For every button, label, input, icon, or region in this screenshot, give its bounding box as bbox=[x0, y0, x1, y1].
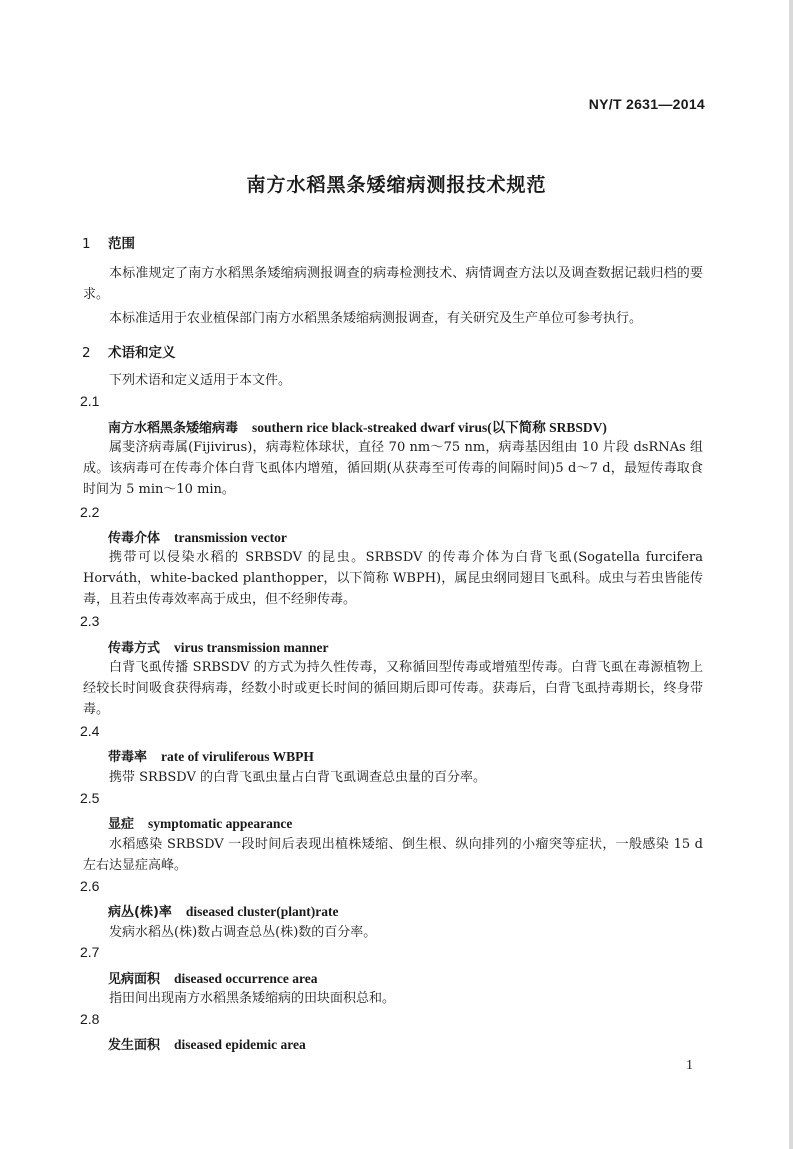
term-heading bbox=[108, 637, 329, 656]
section-heading-terms bbox=[82, 341, 176, 361]
term-zh: 见病面积 bbox=[108, 972, 161, 987]
clause-number: 2.1 bbox=[80, 393, 100, 409]
term-definition: 携带 SRBSDV 的白背飞虱虫量占白背飞虱调查总虫量的百分率。 bbox=[109, 770, 487, 785]
standard-number: NY/T 2631—2014 bbox=[588, 96, 705, 112]
term-heading bbox=[108, 416, 607, 436]
clause-number: 2.2 bbox=[80, 504, 100, 520]
term-en: diseased epidemic area bbox=[174, 1037, 306, 1052]
term-heading bbox=[108, 527, 287, 546]
term-zh: 病丛(株)率 bbox=[108, 905, 172, 920]
term-definition: 水稻感染 SRBSDV 一段时间后表现出植株矮缩、倒生根、纵向排列的小瘤突等症状，一般感染 15 d 左右达显症高峰。 bbox=[83, 837, 703, 873]
clause-number: 2.5 bbox=[80, 790, 100, 806]
term-definition: 指田间出现南方水稻黑条矮缩病的田块面积总和。 bbox=[109, 991, 396, 1006]
term-definition: 属斐济病毒属(Fijivirus)，病毒粒体球状，直径 70 nm～75 nm，病毒基因组由 10 片段 dsRNAs 组成。该病毒可在传毒介体白背飞虱体内增殖，循回期(从获毒至可传毒的间隔时间)5 d～7 d，最短传毒取食时间为 5 min～10 min。 bbox=[83, 440, 703, 497]
term-en: diseased cluster(plant)rate bbox=[185, 904, 339, 919]
term-definition: 携带可以侵染水稻的 SRBSDV 的昆虫。SRBSDV 的传毒介体为白背飞虱(Sogatella furcifera Horváth，white-backed planthopper，以下简称 WBPH)，属昆虫纲同翅目飞虱科。成虫与若虫皆能传毒，且若虫传毒效率高于成虫，但不经卵传毒。 bbox=[83, 550, 703, 607]
document-title: 南方水稻黑条矮缩病测报技术规范 bbox=[246, 174, 547, 196]
clause-number: 2.3 bbox=[80, 613, 100, 629]
term-zh: 显症 bbox=[108, 817, 135, 832]
term-en: diseased occurrence area bbox=[174, 971, 318, 986]
section-heading-scope bbox=[82, 232, 135, 252]
term-en: rate of viruliferous WBPH bbox=[161, 749, 314, 764]
clause-number: 2.8 bbox=[80, 1011, 100, 1027]
scope-paragraph-2: 本标准适用于农业植保部门南方水稻黑条矮缩病测报调查，有关研究及生产单位可参考执行。 bbox=[109, 311, 643, 326]
term-heading bbox=[108, 968, 317, 987]
clause-number: 2.6 bbox=[80, 878, 100, 894]
term-definition: 发病水稻丛(株)数占调查总丛(株)数的百分率。 bbox=[109, 925, 377, 940]
term-zh: 传毒方式 bbox=[108, 641, 161, 656]
section-title: 术语和定义 bbox=[108, 345, 176, 361]
page-number: 1 bbox=[686, 1058, 693, 1073]
term-heading bbox=[108, 746, 314, 765]
term-zh: 传毒介体 bbox=[108, 531, 161, 546]
section-title: 范围 bbox=[108, 236, 135, 252]
scope-paragraph-1: 本标准规定了南方水稻黑条矮缩病测报调查的病毒检测技术、病情调查方法以及调查数据记载归档的要求。 bbox=[83, 266, 703, 302]
clause-number: 2.4 bbox=[80, 723, 100, 739]
term-zh: 南方水稻黑条矮缩病毒 bbox=[108, 421, 239, 436]
term-heading bbox=[108, 901, 339, 920]
term-zh: 带毒率 bbox=[108, 750, 148, 765]
clause-number: 2.7 bbox=[80, 944, 100, 960]
term-heading bbox=[108, 1034, 306, 1053]
section-number: 2 bbox=[82, 345, 91, 361]
term-en: symptomatic appearance bbox=[148, 816, 293, 831]
section-number: 1 bbox=[82, 236, 91, 252]
term-en: virus transmission manner bbox=[174, 640, 329, 655]
term-zh: 发生面积 bbox=[108, 1038, 161, 1053]
page-edge-shadow bbox=[789, 0, 793, 1149]
terms-intro: 下列术语和定义适用于本文件。 bbox=[109, 373, 292, 388]
term-en: southern rice black-streaked dwarf virus(以下简称 SRBSDV) bbox=[252, 420, 607, 435]
term-en: transmission vector bbox=[174, 530, 287, 545]
term-definition: 白背飞虱传播 SRBSDV 的方式为持久性传毒，又称循回型传毒或增殖型传毒。白背飞虱在毒源植物上经较长时间吸食获得病毒，经数小时或更长时间的循回期后即可传毒。获毒后，白背飞虱持毒期长，终身带毒。 bbox=[83, 660, 703, 717]
term-heading bbox=[108, 813, 292, 832]
